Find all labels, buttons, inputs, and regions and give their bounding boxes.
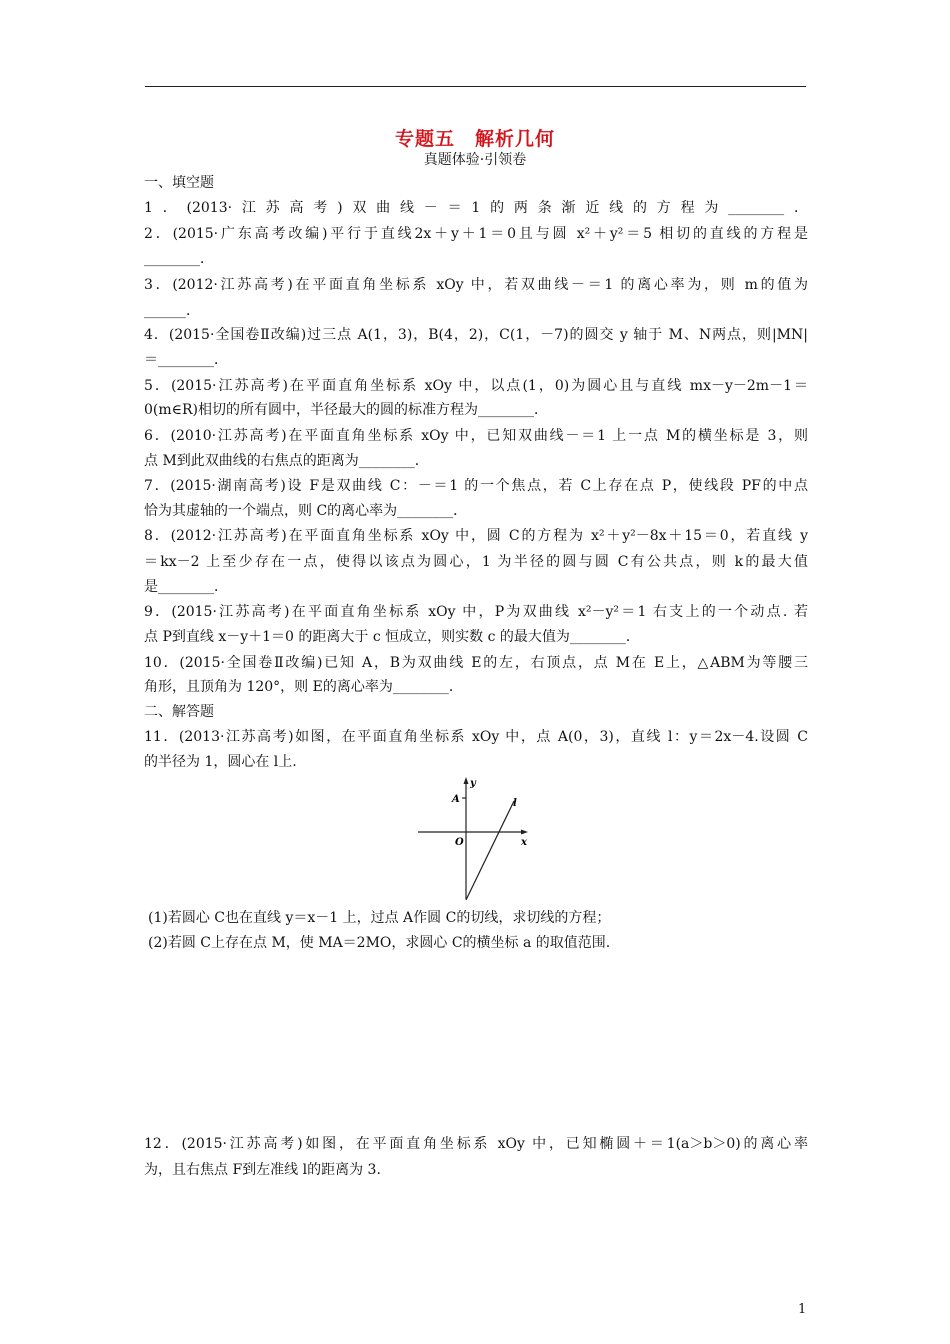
question-11-part-2: (2)若圆 C上存在点 M，使 MA＝2MO，求圆心 C的横坐标 a 的取值范围.	[148, 935, 611, 951]
question-12-line-2: 为，且右焦点 F到左准线 l的距离为 3.	[144, 1162, 381, 1178]
label-l: l	[513, 798, 517, 809]
question-4-line-2: ＝________．	[144, 352, 228, 368]
label-y: y	[470, 778, 476, 789]
question-3-line-2: ______．	[144, 303, 200, 319]
label-x: x	[521, 837, 527, 848]
question-6-line-1: 6．(2010·江苏高考)在平面直角坐标系 xOy 中，已知双曲线－＝1 上一点 M的横坐标是 3，则	[144, 428, 808, 444]
question-11-line-1: 11．(2013·江苏高考)如图，在平面直角坐标系 xOy 中，点 A(0，3)，直线 l：y＝2x－4.设圆 C	[144, 729, 808, 745]
question-8-line-3: 是________．	[144, 579, 228, 595]
header-rule	[145, 86, 806, 87]
coordinate-figure	[418, 775, 532, 903]
line-l	[466, 801, 514, 900]
question-8-line-1: 8．(2012·江苏高考)在平面直角坐标系 xOy 中，圆 C的方程为 x²＋y²－8x＋15＝0，若直线 y	[144, 528, 808, 544]
page-number: 1	[798, 1302, 807, 1317]
label-A: A	[452, 794, 460, 805]
question-7-line-2: 恰为其虚轴的一个端点，则 C的离心率为________．	[144, 503, 468, 519]
question-4-line-1: 4．(2015·全国卷Ⅱ改编)过三点 A(1，3)，B(4，2)，C(1，－7)的圆交 y 轴于 M、N两点，则|MN|	[144, 327, 808, 343]
x-axis-arrow	[521, 830, 528, 835]
question-3-line-1: 3．(2012·江苏高考)在平面直角坐标系 xOy 中，若双曲线－＝1 的离心率为，则 m的值为	[144, 277, 808, 293]
question-9-line-1: 9．(2015·江苏高考)在平面直角坐标系 xOy 中，P为双曲线 x²－y²＝1 右支上的一个动点. 若	[144, 604, 808, 620]
page-subtitle: 真题体验·引领卷	[423, 152, 527, 168]
section-heading-answer: 二、解答题	[144, 704, 214, 720]
section-heading-fill-in: 一、填空题	[144, 175, 214, 191]
question-1: 1．(2013·江苏高考)双曲线－＝1的两条渐近线的方程为________．	[144, 200, 808, 216]
question-12-line-1: 12．(2015·江苏高考)如图，在平面直角坐标系 xOy 中，已知椭圆＋＝1(a＞b＞0)的离心率	[144, 1136, 808, 1152]
question-5-line-2: 0(m∈R)相切的所有圆中，半径最大的圆的标准方程为________．	[144, 402, 549, 418]
question-9-line-2: 点 P到直线 x－y＋1＝0 的距离大于 c 恒成立，则实数 c 的最大值为________．	[144, 629, 640, 645]
question-10-line-2: 角形，且顶角为 120°，则 E的离心率为________．	[144, 679, 463, 695]
page-title: 专题五 解析几何	[394, 128, 555, 150]
question-6-line-2: 点 M到此双曲线的右焦点的距离为________．	[144, 453, 429, 469]
question-7-line-1: 7．(2015·湖南高考)设 F是双曲线 C：－＝1 的一个焦点，若 C上存在点 P，使线段 PF的中点	[144, 478, 808, 494]
y-axis-arrow	[464, 777, 469, 784]
question-2-line-2: ________．	[144, 251, 214, 267]
question-5-line-1: 5．(2015·江苏高考)在平面直角坐标系 xOy 中，以点(1，0)为圆心且与直线 mx－y－2m－1＝	[144, 378, 808, 394]
label-O: O	[455, 837, 464, 848]
question-2-line-1: 2．(2015·广东高考改编)平行于直线2x＋y＋1＝0且与圆 x²＋y²＝5 相切的直线的方程是	[144, 226, 808, 242]
question-11-line-2: 的半径为 1，圆心在 l上.	[144, 754, 297, 770]
question-11-part-1: (1)若圆心 C也在直线 y＝x－1 上，过点 A作圆 C的切线，求切线的方程；	[148, 910, 611, 926]
question-8-line-2: ＝kx－2 上至少存在一点，使得以该点为圆心，1 为半径的圆与圆 C有公共点，则 k的最大值	[144, 554, 808, 570]
question-10-line-1: 10．(2015·全国卷Ⅱ改编)已知 A，B为双曲线 E的左，右顶点，点 M在 E上，△ABM为等腰三	[144, 655, 808, 671]
